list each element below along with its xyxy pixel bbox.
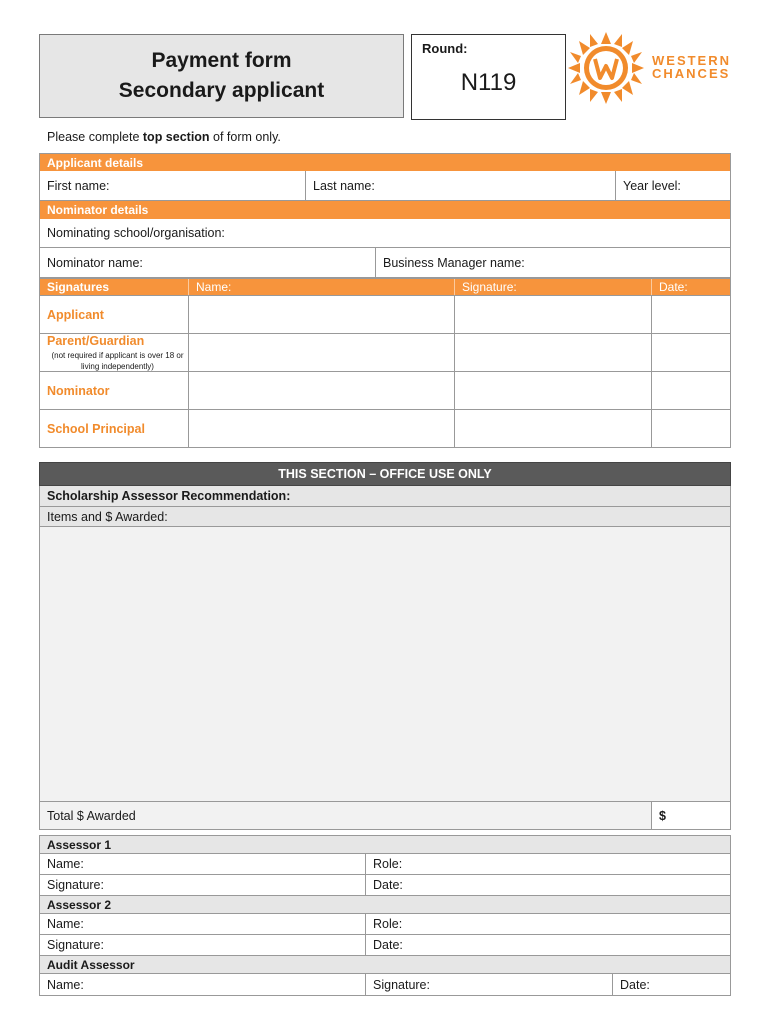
year-level-label: Year level:: [623, 178, 681, 193]
first-name-label: First name:: [47, 178, 110, 193]
signature-date-cell[interactable]: [652, 410, 730, 447]
round-label: Round:: [422, 41, 468, 56]
assessor-recommendation-label: Scholarship Assessor Recommendation:: [39, 486, 731, 507]
assessor-1-heading: Assessor 1: [39, 836, 731, 854]
signature-name-cell[interactable]: [189, 372, 455, 409]
signatures-heading: Signatures: [40, 279, 189, 295]
role-label: Role:: [373, 917, 403, 931]
applicant-details-heading: [39, 153, 731, 171]
signature-sign-cell[interactable]: [455, 296, 652, 333]
signature-date-cell[interactable]: [652, 296, 730, 333]
assessor-1-name-row: [39, 854, 731, 875]
signature-label: Signature:: [47, 878, 104, 892]
signatures-col-signature: Signature:: [455, 279, 652, 295]
logo-text: [652, 54, 731, 80]
date-label: Date:: [620, 977, 650, 992]
signature-date-cell[interactable]: [652, 334, 730, 371]
sun-logo-icon: [566, 30, 646, 106]
assessor-1-name-field[interactable]: [40, 854, 366, 874]
signature-row-label: [40, 334, 189, 371]
nominator-name-field[interactable]: [40, 248, 376, 277]
year-level-field[interactable]: [616, 171, 730, 200]
round-value: N119: [460, 69, 517, 96]
signature-label: Signature:: [373, 977, 430, 992]
name-label: Name:: [47, 857, 84, 871]
signature-row-applicant: [39, 296, 731, 334]
signature-sign-cell[interactable]: [455, 372, 652, 409]
signatures-col-date: Date:: [659, 280, 688, 294]
role-label: Role:: [373, 857, 403, 871]
name-label: Name:: [47, 917, 84, 931]
school-row: [39, 219, 731, 248]
business-manager-label: Business Manager name:: [383, 255, 525, 270]
assessor-1-signature-row: [39, 875, 731, 896]
western-chances-logo: [566, 30, 736, 106]
assessor-1-signature-field[interactable]: [40, 875, 366, 895]
signature-name-cell[interactable]: [189, 334, 455, 371]
office-use-section: [39, 462, 731, 830]
last-name-label: Last name:: [313, 178, 375, 193]
total-awarded-field[interactable]: [652, 802, 730, 829]
instructions: [47, 130, 281, 144]
total-currency-symbol: $: [659, 808, 666, 823]
total-awarded-label: Total $ Awarded: [40, 802, 652, 829]
signature-row-principal: [39, 410, 731, 448]
audit-assessor-signature-field[interactable]: [366, 974, 613, 995]
total-awarded-row: [39, 802, 731, 830]
signature-sign-cell[interactable]: [455, 410, 652, 447]
applicant-details-heading-text: Applicant details: [47, 155, 144, 170]
assessor-2-role-field[interactable]: [366, 914, 730, 934]
assessor-2-date-field[interactable]: [366, 935, 730, 955]
instructions-bold: top section: [142, 130, 210, 144]
assessor-2-name-row: [39, 914, 731, 935]
first-name-field[interactable]: [40, 171, 306, 200]
signature-name-cell[interactable]: [189, 410, 455, 447]
nominator-details-heading-text: Nominator details: [47, 203, 149, 217]
assessor-2-name-field[interactable]: [40, 914, 366, 934]
signature-date-cell[interactable]: [652, 372, 730, 409]
office-use-heading: THIS SECTION – OFFICE USE ONLY: [39, 462, 731, 486]
applicant-details-row: [39, 171, 731, 201]
signature-row-nominator: [39, 372, 731, 410]
instructions-pre: Please complete: [47, 130, 143, 144]
signature-row-label: School Principal: [40, 410, 189, 447]
date-label: Date:: [373, 878, 403, 892]
items-awarded-area[interactable]: [39, 527, 731, 802]
logo-text-line1: WESTERN: [652, 53, 731, 68]
assessor-1-date-field[interactable]: [366, 875, 730, 895]
logo-text-line2: CHANCES: [652, 66, 731, 81]
signature-row-label: Applicant: [40, 296, 189, 333]
audit-assessor-date-field[interactable]: [613, 974, 730, 995]
form-title-box: [39, 34, 404, 118]
items-awarded-label: Items and $ Awarded:: [39, 507, 731, 527]
parent-guardian-label: Parent/Guardian: [47, 333, 145, 348]
business-manager-field[interactable]: [376, 248, 730, 277]
signature-name-cell[interactable]: [189, 296, 455, 333]
assessor-2-heading: Assessor 2: [39, 896, 731, 914]
parent-guardian-note: (not required if applicant is over 18 or living independently): [51, 350, 184, 371]
form-title-line1: Payment form: [151, 49, 292, 72]
signature-row-parent: [39, 334, 731, 372]
nominator-row: [39, 248, 731, 278]
nominator-name-label: Nominator name:: [47, 255, 143, 270]
form-title-line2: Secondary applicant: [118, 79, 325, 102]
signatures-table: [39, 278, 731, 448]
nominator-details-heading: [39, 201, 731, 219]
signatures-col-name: Name:: [189, 279, 455, 295]
last-name-field[interactable]: [306, 171, 616, 200]
assessor-1-role-field[interactable]: [366, 854, 730, 874]
signature-sign-cell[interactable]: [455, 334, 652, 371]
nominating-school-field[interactable]: [40, 219, 730, 247]
assessor-2-signature-row: [39, 935, 731, 956]
nominating-school-label: Nominating school/organisation:: [47, 226, 225, 240]
round-box[interactable]: [411, 34, 566, 120]
signature-row-label: Nominator: [40, 372, 189, 409]
date-label: Date:: [373, 938, 403, 952]
name-label: Name:: [47, 977, 84, 992]
audit-assessor-heading: Audit Assessor: [39, 956, 731, 974]
audit-assessor-row: [39, 974, 731, 996]
signature-label: Signature:: [47, 938, 104, 952]
signatures-header: [39, 278, 731, 296]
audit-assessor-name-field[interactable]: [40, 974, 366, 995]
assessors-section: [39, 835, 731, 996]
instructions-post: of form only.: [209, 130, 281, 144]
assessor-2-signature-field[interactable]: [40, 935, 366, 955]
